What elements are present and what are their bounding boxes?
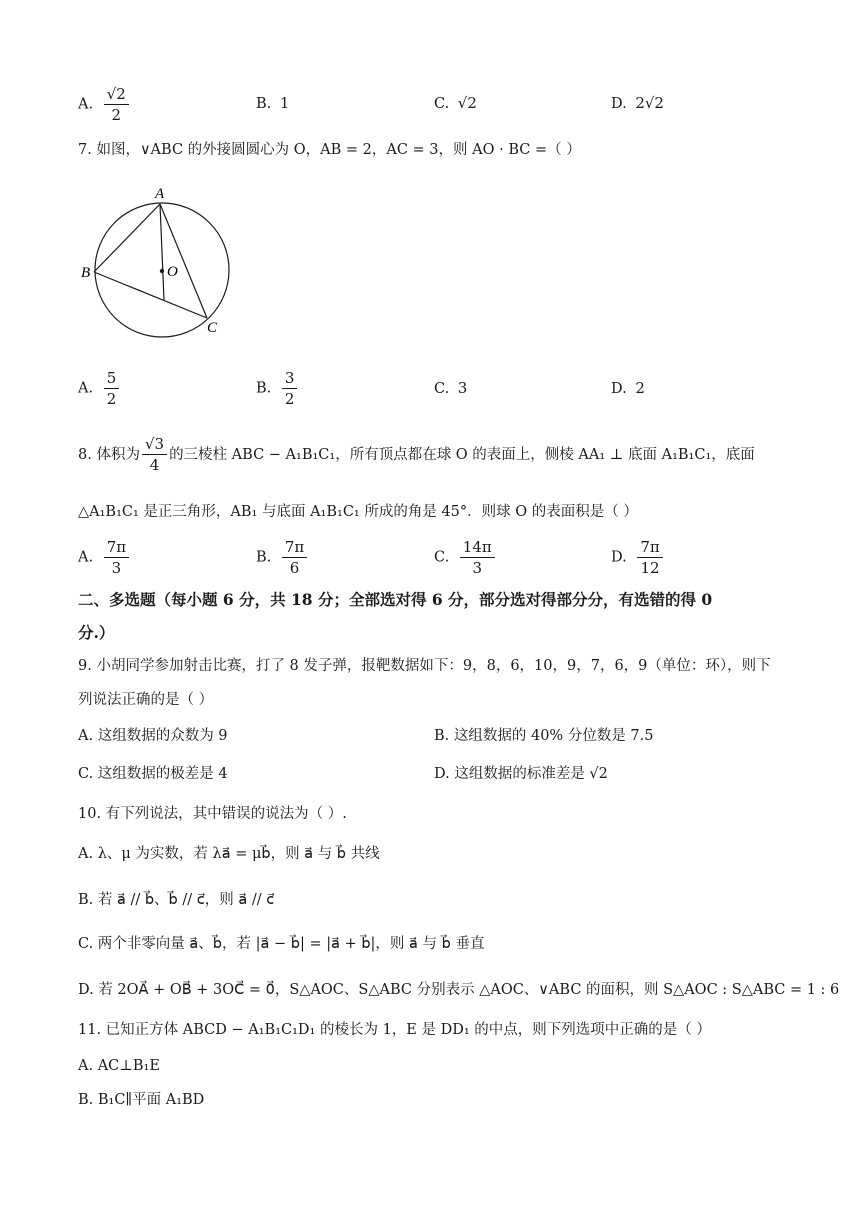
option-d bbox=[611, 537, 663, 578]
option-d: D. 这组数据的标准差是 √2 bbox=[434, 766, 608, 782]
segment-bc bbox=[94, 272, 207, 318]
option-label: C. bbox=[434, 96, 450, 112]
option-c: C. 两个非零向量 a⃗、b⃗，若 |a⃗ − b⃗| = |a⃗ + b⃗|，则 a⃗ 与 b⃗ 垂直 bbox=[78, 936, 485, 952]
denominator: 3 bbox=[111, 559, 122, 577]
circle-triangle-figure bbox=[78, 180, 248, 340]
denominator: 12 bbox=[640, 559, 660, 577]
fraction bbox=[282, 368, 298, 409]
question-8-stem-line1 bbox=[78, 434, 755, 475]
question-8-stem-line2: △A₁B₁C₁ 是正三角形，AB₁ 与底面 A₁B₁C₁ 所成的角是 45°．则球 O 的表面积是（ ） bbox=[78, 504, 638, 520]
numerator: 7π bbox=[637, 537, 662, 558]
label-b: B bbox=[81, 265, 91, 281]
question-11-stem: 11. 已知正方体 ABCD − A₁B₁C₁D₁ 的棱长为 1，E 是 DD₁ 的中点，则下列选项中正确的是（ ） bbox=[78, 1022, 711, 1038]
option-b bbox=[256, 368, 297, 409]
fraction bbox=[637, 537, 662, 578]
segment-ac bbox=[160, 204, 207, 318]
numerator: 5 bbox=[104, 368, 120, 389]
denominator: 6 bbox=[289, 559, 300, 577]
option-d: D. 若 2OA⃗ + OB⃗ + 3OC⃗ = 0⃗，S△AOC、S△ABC 分别表示 △AOC、∨ABC 的面积，则 S△AOC : S△ABC = 1 : 6 bbox=[78, 982, 840, 998]
denominator: 2 bbox=[106, 390, 117, 408]
numerator: 7π bbox=[282, 537, 307, 558]
fraction bbox=[104, 368, 120, 409]
option-a: A. λ、μ 为实数，若 λa⃗ = μb⃗，则 a⃗ 与 b⃗ 共线 bbox=[78, 846, 380, 862]
option-label: B. bbox=[256, 96, 272, 112]
option-c bbox=[434, 94, 477, 112]
option-label: C. bbox=[434, 381, 450, 397]
question-7-stem: 7. 如图，∨ABC 的外接圆圆心为 O，AB = 2，AC = 3，则 AO · BC =（ ） bbox=[78, 142, 581, 158]
segment-ao bbox=[160, 204, 164, 300]
numerator: 14π bbox=[460, 537, 495, 558]
option-d bbox=[611, 379, 645, 397]
option-label: B. bbox=[256, 549, 272, 566]
option-b: B. B₁C∥平面 A₁BD bbox=[78, 1092, 205, 1108]
question-9-stem-line2: 列说法正确的是（ ） bbox=[78, 692, 214, 708]
option-b: B. 若 a⃗ // b⃗、b⃗ // c⃗，则 a⃗ // c⃗ bbox=[78, 892, 275, 908]
option-label: D. bbox=[611, 96, 627, 112]
question-8-suffix: 的三棱柱 ABC − A₁B₁C₁，所有顶点都在球 O 的表面上，侧棱 AA₁ ⊥ 底面 A₁B₁C₁，底面 bbox=[169, 446, 755, 463]
denominator: 2 bbox=[284, 390, 295, 408]
option-a: A. AC⊥B₁E bbox=[78, 1058, 160, 1074]
option-label: B. bbox=[256, 380, 272, 397]
option-c bbox=[434, 537, 495, 578]
question-9-stem-line1: 9. 小胡同学参加射击比赛，打了 8 发子弹，报靶数据如下：9，8，6，10，9，7，6，9（单位：环），则下 bbox=[78, 658, 771, 674]
option-label: A. bbox=[78, 96, 94, 113]
section-heading-line1: 二、多选题（每小题 6 分，共 18 分；全部选对得 6 分，部分选对得部分分，有选错的得 0 bbox=[78, 590, 713, 609]
option-label: D. bbox=[611, 549, 627, 566]
option-a bbox=[78, 537, 129, 578]
option-b bbox=[256, 537, 307, 578]
label-a: A bbox=[155, 186, 165, 202]
option-a bbox=[78, 84, 129, 125]
numerator: √3 bbox=[142, 434, 167, 455]
option-value: 2√2 bbox=[635, 94, 664, 112]
option-a bbox=[78, 368, 119, 409]
option-label: A. bbox=[78, 549, 94, 566]
option-value: 3 bbox=[457, 379, 468, 397]
option-c: C. 这组数据的极差是 4 bbox=[78, 766, 228, 782]
option-value: 2 bbox=[635, 379, 645, 397]
option-label: A. bbox=[78, 380, 94, 397]
option-d bbox=[611, 94, 664, 112]
denominator: 4 bbox=[149, 456, 160, 474]
fraction bbox=[282, 537, 307, 578]
fraction bbox=[104, 84, 129, 125]
question-10-stem: 10. 有下列说法，其中错误的说法为（ ）. bbox=[78, 806, 347, 822]
numerator: 3 bbox=[282, 368, 298, 389]
option-value: √2 bbox=[457, 94, 477, 112]
denominator: 2 bbox=[111, 106, 122, 124]
denominator: 3 bbox=[472, 559, 483, 577]
option-a: A. 这组数据的众数为 9 bbox=[78, 728, 228, 744]
numerator: 7π bbox=[104, 537, 129, 558]
label-c: C bbox=[207, 320, 218, 336]
label-o: O bbox=[167, 264, 178, 280]
segment-ab bbox=[94, 204, 160, 272]
option-b bbox=[256, 94, 289, 112]
fraction bbox=[460, 537, 495, 578]
option-label: C. bbox=[434, 549, 450, 566]
question-8-prefix: 8. 体积为 bbox=[78, 446, 140, 463]
option-b: B. 这组数据的 40% 分位数是 7.5 bbox=[434, 728, 654, 744]
section-heading-line2: 分.） bbox=[78, 623, 115, 642]
numerator: √2 bbox=[104, 84, 129, 105]
fraction bbox=[104, 537, 129, 578]
option-c bbox=[434, 379, 467, 397]
volume-fraction bbox=[142, 434, 167, 475]
option-value: 1 bbox=[279, 94, 290, 112]
option-label: D. bbox=[611, 381, 627, 397]
center-point bbox=[160, 269, 164, 273]
